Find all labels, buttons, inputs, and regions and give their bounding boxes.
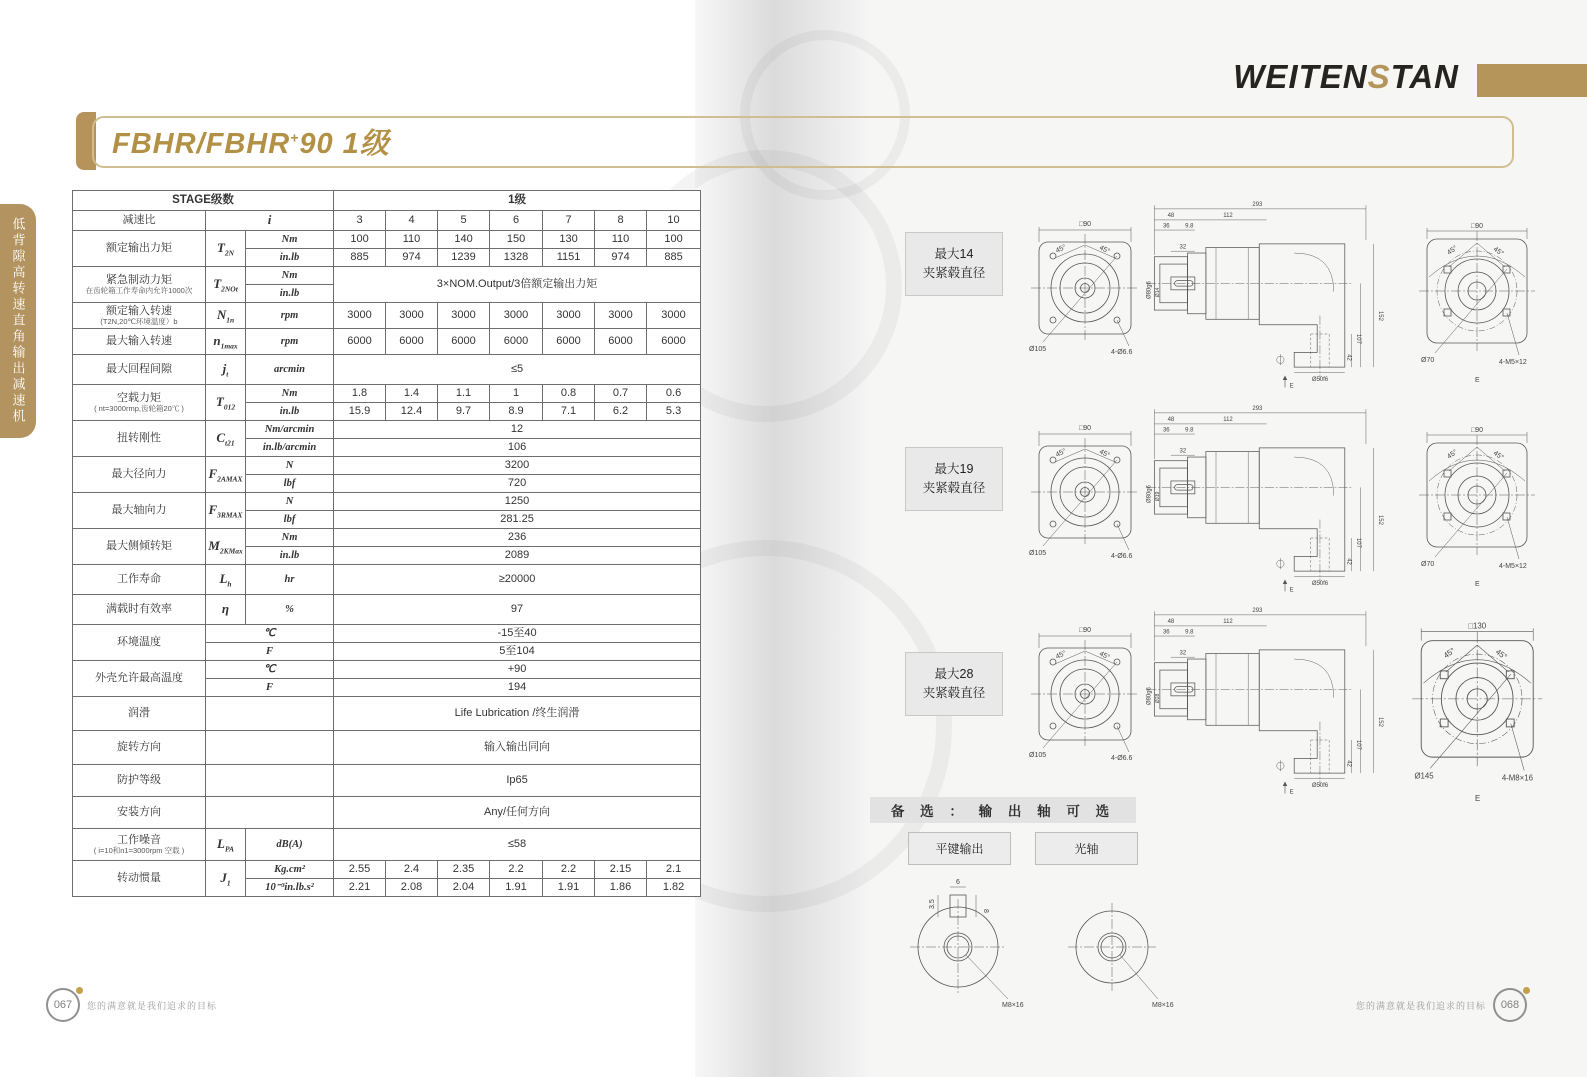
table-cell: 97 xyxy=(334,595,701,625)
table-cell: 紧急制动力矩 在齿轮箱工作寿命内允许1000次 xyxy=(73,267,206,303)
table-cell: 6000 xyxy=(543,329,595,355)
table-row xyxy=(73,211,701,231)
svg-text:Ø28: Ø28 xyxy=(1154,693,1161,704)
table-cell: 6000 xyxy=(647,329,701,355)
table-cell: 3×NOM.Output/3倍额定输出力矩 xyxy=(334,267,701,303)
svg-text:45°: 45° xyxy=(1054,649,1068,661)
table-cell: rpm xyxy=(246,303,334,329)
table-cell: dB(A) xyxy=(246,829,334,861)
table-cell: hr xyxy=(246,565,334,595)
table-cell: 3000 xyxy=(490,303,543,329)
table-cell: lbf xyxy=(246,511,334,529)
table-cell: Kg.cm² xyxy=(246,861,334,879)
table-cell: 3000 xyxy=(647,303,701,329)
table-cell: 1级 xyxy=(334,191,701,211)
title-main: FBHR/FBHR xyxy=(112,128,291,160)
table-row xyxy=(73,565,701,595)
table-cell: Life Lubrication /终生润滑 xyxy=(334,697,701,731)
table-cell: in.lb/arcmin xyxy=(246,439,334,457)
table-cell: 3200 xyxy=(334,457,701,475)
svg-text:112: 112 xyxy=(1223,417,1233,424)
table-cell: 6000 xyxy=(386,329,438,355)
svg-text:152: 152 xyxy=(1376,311,1383,321)
svg-text:Ø105: Ø105 xyxy=(1029,752,1047,759)
table-cell: 1 xyxy=(490,385,543,403)
table-cell: η xyxy=(206,595,246,625)
table-cell: $L_h$ xyxy=(206,565,246,595)
table-row xyxy=(73,625,701,643)
table-cell: 9.7 xyxy=(438,403,490,421)
table-cell: 4 xyxy=(386,211,438,231)
table-cell: 1151 xyxy=(543,249,595,267)
svg-text:4-Ø6.6: 4-Ø6.6 xyxy=(1111,553,1133,560)
svg-text:Ø50f6: Ø50f6 xyxy=(1311,782,1329,789)
table-cell: 润滑 xyxy=(73,697,206,731)
svg-text:Ø145: Ø145 xyxy=(1414,771,1434,781)
table-cell: +90 xyxy=(334,661,701,679)
table-cell: 885 xyxy=(334,249,386,267)
table-cell: $n_{1max}$ xyxy=(206,329,246,355)
svg-text:48: 48 xyxy=(1167,417,1175,424)
svg-text:M8×16: M8×16 xyxy=(1002,1002,1024,1009)
table-cell: $j_t$ xyxy=(206,355,246,385)
table-cell: 额定输入转速 (T2N,20℃环境温度）b xyxy=(73,303,206,329)
table-row xyxy=(73,661,701,679)
logo-part1: WEITEN xyxy=(1233,58,1368,95)
svg-text:4-M8×16: 4-M8×16 xyxy=(1501,773,1533,783)
table-cell: 236 xyxy=(334,529,701,547)
table-cell: 输入输出同向 xyxy=(334,731,701,765)
table-cell: 外壳允许最高温度 xyxy=(73,661,206,697)
svg-text:9.8: 9.8 xyxy=(1185,427,1194,434)
cad-drawing xyxy=(1012,598,1587,808)
table-cell xyxy=(206,797,334,829)
table-cell: 最大侧倾转矩 xyxy=(73,529,206,565)
svg-text:48: 48 xyxy=(1167,619,1175,626)
table-cell: Nm xyxy=(246,267,334,285)
svg-text:45°: 45° xyxy=(1493,647,1509,662)
table-cell: N xyxy=(246,493,334,511)
svg-text:□90: □90 xyxy=(1470,427,1484,434)
drawing-row xyxy=(1012,396,1587,601)
table-row xyxy=(73,797,701,829)
table-cell: 1.8 xyxy=(334,385,386,403)
logo-gold-s: S xyxy=(1367,58,1391,95)
table-row xyxy=(73,385,701,403)
svg-text:□130: □130 xyxy=(1468,621,1487,631)
table-cell: 0.7 xyxy=(595,385,647,403)
svg-text:36: 36 xyxy=(1162,427,1170,434)
table-row xyxy=(73,529,701,547)
svg-text:M8×16: M8×16 xyxy=(1152,1002,1174,1009)
table-cell xyxy=(206,697,334,731)
table-cell: 10 xyxy=(647,211,701,231)
table-cell: 100 xyxy=(647,231,701,249)
table-cell: 扭转刚性 xyxy=(73,421,206,457)
option-plain-shaft: 光轴 xyxy=(1035,832,1138,865)
table-cell: 5 xyxy=(438,211,490,231)
table-cell: 8 xyxy=(595,211,647,231)
table-cell: $M_{2KMax}$ xyxy=(206,529,246,565)
table-cell: 130 xyxy=(543,231,595,249)
table-cell: 10⁻³in.lb.s² xyxy=(246,879,334,897)
table-row xyxy=(73,731,701,765)
table-cell: 106 xyxy=(334,439,701,457)
table-cell: i xyxy=(206,211,334,231)
svg-text:6: 6 xyxy=(956,879,960,886)
logo-gold-bar xyxy=(1477,64,1587,97)
svg-text:4-Ø6.6: 4-Ø6.6 xyxy=(1111,755,1133,762)
svg-text:Ø105: Ø105 xyxy=(1029,346,1047,353)
table-cell: 5至104 xyxy=(334,643,701,661)
table-cell: 6000 xyxy=(490,329,543,355)
svg-text:E: E xyxy=(1289,789,1294,796)
svg-text:293: 293 xyxy=(1252,608,1263,615)
title-rest: 90 1级 xyxy=(299,128,390,160)
table-cell: $T_{2NOt}$ xyxy=(206,267,246,303)
page-number-left xyxy=(46,988,80,1022)
table-cell: 1.4 xyxy=(386,385,438,403)
table-row xyxy=(73,267,701,285)
table-cell: 最大轴向力 xyxy=(73,493,206,529)
svg-text:45°: 45° xyxy=(1446,448,1459,461)
table-cell: 8.9 xyxy=(490,403,543,421)
table-cell: 15.9 xyxy=(334,403,386,421)
svg-text:8: 8 xyxy=(982,909,989,913)
table-row xyxy=(73,765,701,797)
table-cell: 974 xyxy=(386,249,438,267)
svg-text:45°: 45° xyxy=(1054,447,1068,459)
svg-text:45°: 45° xyxy=(1491,245,1505,258)
table-cell: 6 xyxy=(490,211,543,231)
svg-text:E: E xyxy=(1289,383,1294,390)
clamp-hub-label: 最大28 夹紧毂直径 xyxy=(905,652,1003,716)
table-cell: 3000 xyxy=(543,303,595,329)
table-cell: $J_1$ xyxy=(206,861,246,897)
table-row xyxy=(73,231,701,249)
table-cell: F xyxy=(206,679,334,697)
table-cell: 2.2 xyxy=(490,861,543,879)
footer-slogan-right: 您的满意就是我们追求的目标 xyxy=(1355,1000,1486,1011)
svg-text:E: E xyxy=(1475,581,1480,588)
svg-text:4-Ø6.6: 4-Ø6.6 xyxy=(1111,349,1133,356)
svg-text:152: 152 xyxy=(1376,515,1383,525)
table-cell: N xyxy=(246,457,334,475)
table-row xyxy=(73,861,701,879)
table-row xyxy=(73,493,701,511)
table-cell: lbf xyxy=(246,475,334,493)
spec-table xyxy=(72,190,701,897)
table-cell: 2.55 xyxy=(334,861,386,879)
table-row xyxy=(73,829,701,861)
table-cell: F xyxy=(206,643,334,661)
table-cell: 7.1 xyxy=(543,403,595,421)
table-cell: arcmin xyxy=(246,355,334,385)
table-cell: 0.6 xyxy=(647,385,701,403)
svg-text:Ø14: Ø14 xyxy=(1154,287,1161,298)
table-cell: 6000 xyxy=(334,329,386,355)
svg-text:Ø50f6: Ø50f6 xyxy=(1311,580,1329,587)
table-cell: 974 xyxy=(595,249,647,267)
table-cell: 6000 xyxy=(595,329,647,355)
svg-text:□90: □90 xyxy=(1078,425,1092,432)
table-cell: 旋转方向 xyxy=(73,731,206,765)
table-row xyxy=(73,191,701,211)
svg-text:112: 112 xyxy=(1223,213,1233,220)
svg-text:45°: 45° xyxy=(1098,448,1111,460)
table-cell: 环境温度 xyxy=(73,625,206,661)
table-cell: 5.3 xyxy=(647,403,701,421)
table-cell: 额定输出力矩 xyxy=(73,231,206,267)
clamp-hub-label: 最大19 夹紧毂直径 xyxy=(905,447,1003,511)
table-cell: 2.15 xyxy=(595,861,647,879)
table-cell: 3000 xyxy=(386,303,438,329)
svg-text:42: 42 xyxy=(1345,760,1352,767)
svg-text:107: 107 xyxy=(1354,740,1361,750)
table-cell: 0.8 xyxy=(543,385,595,403)
table-row xyxy=(73,355,701,385)
table-cell: -15至40 xyxy=(334,625,701,643)
brand-logo xyxy=(1233,58,1459,96)
table-cell: 12 xyxy=(334,421,701,439)
table-cell: 720 xyxy=(334,475,701,493)
table-cell: 7 xyxy=(543,211,595,231)
table-cell: Any/任何方向 xyxy=(334,797,701,829)
table-cell: 2089 xyxy=(334,547,701,565)
page-number-left-value: 067 xyxy=(53,999,73,1011)
table-cell: 2.21 xyxy=(334,879,386,897)
table-cell: 6000 xyxy=(438,329,490,355)
svg-text:Ø50f6: Ø50f6 xyxy=(1311,376,1329,383)
table-row xyxy=(73,421,701,439)
svg-text:45°: 45° xyxy=(1491,449,1505,462)
svg-text:32: 32 xyxy=(1179,650,1187,657)
table-cell: 150 xyxy=(490,231,543,249)
svg-text:45°: 45° xyxy=(1098,244,1111,256)
svg-text:4-M5×12: 4-M5×12 xyxy=(1499,359,1527,366)
table-cell: 6.2 xyxy=(595,403,647,421)
table-cell: 最大回程间隙 xyxy=(73,355,206,385)
table-cell: $T_{012}$ xyxy=(206,385,246,421)
table-cell: 安装方向 xyxy=(73,797,206,829)
table-cell: $F_{2AMAX}$ xyxy=(206,457,246,493)
table-cell: 防护等级 xyxy=(73,765,206,797)
svg-text:45°: 45° xyxy=(1441,646,1457,661)
svg-text:Ø19: Ø19 xyxy=(1154,491,1161,502)
svg-text:Ø80g6: Ø80g6 xyxy=(1146,687,1153,706)
table-row xyxy=(73,595,701,625)
svg-text:Ø80g6: Ø80g6 xyxy=(1146,485,1153,504)
table-cell: 110 xyxy=(386,231,438,249)
table-cell: 3000 xyxy=(334,303,386,329)
page-number-right xyxy=(1493,988,1527,1022)
table-cell: 最大输入转速 xyxy=(73,329,206,355)
svg-text:107: 107 xyxy=(1354,538,1361,548)
svg-text:152: 152 xyxy=(1376,717,1383,727)
table-cell: Ip65 xyxy=(334,765,701,797)
svg-text:32: 32 xyxy=(1179,448,1187,455)
svg-text:36: 36 xyxy=(1162,629,1170,636)
table-cell: ≤58 xyxy=(334,829,701,861)
svg-text:36: 36 xyxy=(1162,223,1170,230)
clamp-hub-label: 最大14 夹紧毂直径 xyxy=(905,232,1003,296)
table-cell: ≤5 xyxy=(334,355,701,385)
table-cell: 1.82 xyxy=(647,879,701,897)
table-row xyxy=(73,697,701,731)
table-cell: ℃ xyxy=(206,661,334,679)
option-keyed-output: 平键输出 xyxy=(908,832,1011,865)
gold-dot xyxy=(1523,987,1530,994)
table-cell: 1.86 xyxy=(595,879,647,897)
table-cell: ℃ xyxy=(206,625,334,643)
table-cell xyxy=(206,765,334,797)
page-title xyxy=(112,121,390,162)
svg-text:112: 112 xyxy=(1223,619,1233,626)
table-cell: $N_{1n}$ xyxy=(206,303,246,329)
svg-text:42: 42 xyxy=(1345,354,1352,361)
table-cell: % xyxy=(246,595,334,625)
table-row xyxy=(73,457,701,475)
table-cell: 281.25 xyxy=(334,511,701,529)
table-cell: 1.91 xyxy=(490,879,543,897)
table-cell: Nm xyxy=(246,231,334,249)
svg-text:□90: □90 xyxy=(1078,221,1092,228)
table-cell: 2.08 xyxy=(386,879,438,897)
svg-text:□90: □90 xyxy=(1078,627,1092,634)
table-cell: 1239 xyxy=(438,249,490,267)
svg-text:Ø80g6: Ø80g6 xyxy=(1146,281,1153,300)
table-cell: 转动惯量 xyxy=(73,861,206,897)
table-cell: $F_{3RMAX}$ xyxy=(206,493,246,529)
table-cell: 1328 xyxy=(490,249,543,267)
table-cell: 2.4 xyxy=(386,861,438,879)
table-cell: $T_{2N}$ xyxy=(206,231,246,267)
table-cell: 100 xyxy=(334,231,386,249)
svg-text:9.8: 9.8 xyxy=(1185,223,1194,230)
cad-drawing xyxy=(1012,192,1587,402)
drawing-row xyxy=(1012,192,1587,397)
table-cell: 140 xyxy=(438,231,490,249)
table-cell: in.lb xyxy=(246,547,334,565)
table-cell: Nm xyxy=(246,529,334,547)
table-cell: 满载时有效率 xyxy=(73,595,206,625)
table-cell: 2.04 xyxy=(438,879,490,897)
table-cell: rpm xyxy=(246,329,334,355)
title-sup: + xyxy=(290,129,300,146)
table-row xyxy=(73,329,701,355)
svg-text:E: E xyxy=(1474,793,1481,803)
table-row xyxy=(73,303,701,329)
table-cell: $C_{t21}$ xyxy=(206,421,246,457)
table-cell: 最大径向力 xyxy=(73,457,206,493)
svg-text:E: E xyxy=(1475,377,1480,384)
svg-text:293: 293 xyxy=(1252,202,1263,209)
output-shaft-options-header: 备 选 ： 输 出 轴 可 选 xyxy=(870,797,1136,823)
table-cell: in.lb xyxy=(246,403,334,421)
svg-text:9.8: 9.8 xyxy=(1185,629,1194,636)
table-cell: 3 xyxy=(334,211,386,231)
logo-part2: TAN xyxy=(1390,58,1459,95)
page-number-right-value: 068 xyxy=(1500,999,1520,1011)
table-cell: 2.1 xyxy=(647,861,701,879)
svg-text:42: 42 xyxy=(1345,558,1352,565)
table-cell: Nm/arcmin xyxy=(246,421,334,439)
table-cell: $L_{PA}$ xyxy=(206,829,246,861)
table-cell: in.lb xyxy=(246,285,334,303)
drawing-row xyxy=(1012,598,1587,803)
footer-slogan-left: 您的满意就是我们追求的目标 xyxy=(87,1000,218,1011)
svg-text:E: E xyxy=(1289,587,1294,594)
table-cell: in.lb xyxy=(246,249,334,267)
table-cell: Nm xyxy=(246,385,334,403)
table-cell: 减速比 xyxy=(73,211,206,231)
table-cell: 1.1 xyxy=(438,385,490,403)
table-cell: 885 xyxy=(647,249,701,267)
table-cell: 12.4 xyxy=(386,403,438,421)
footer-left xyxy=(46,988,217,1022)
table-cell xyxy=(206,731,334,765)
side-tab-category: 低背隙高转速直角输出减速机 xyxy=(0,204,36,438)
svg-text:3.5: 3.5 xyxy=(929,899,936,909)
table-cell: ≥20000 xyxy=(334,565,701,595)
svg-text:Ø70: Ø70 xyxy=(1421,357,1435,364)
cad-drawing xyxy=(1012,396,1587,606)
table-cell: 1250 xyxy=(334,493,701,511)
table-cell: 空载力矩 ( nt=3000rmp,齿轮箱20℃ ) xyxy=(73,385,206,421)
table-cell: 110 xyxy=(595,231,647,249)
svg-text:4-M5×12: 4-M5×12 xyxy=(1499,563,1527,570)
svg-text:45°: 45° xyxy=(1054,243,1068,255)
svg-text:45°: 45° xyxy=(1446,244,1459,257)
table-cell: STAGE级数 xyxy=(73,191,334,211)
table-cell: 工作寿命 xyxy=(73,565,206,595)
svg-text:107: 107 xyxy=(1354,334,1361,344)
shaft-views-svg xyxy=(880,875,1200,1020)
table-cell: 3000 xyxy=(595,303,647,329)
table-cell: 2.2 xyxy=(543,861,595,879)
svg-text:32: 32 xyxy=(1179,244,1187,251)
table-cell: 3000 xyxy=(438,303,490,329)
shaft-end-views xyxy=(880,875,1200,1020)
svg-text:45°: 45° xyxy=(1098,650,1111,662)
table-cell: 2.35 xyxy=(438,861,490,879)
table-cell: 1.91 xyxy=(543,879,595,897)
table-cell: 工作噪音 ( i=10和n1=3000rpm 空载 ) xyxy=(73,829,206,861)
svg-text:293: 293 xyxy=(1252,406,1263,413)
gold-dot xyxy=(76,987,83,994)
table-cell: 194 xyxy=(334,679,701,697)
svg-text:Ø105: Ø105 xyxy=(1029,550,1047,557)
footer-right xyxy=(1356,988,1527,1022)
svg-text:48: 48 xyxy=(1167,213,1175,220)
svg-text:Ø70: Ø70 xyxy=(1421,561,1435,568)
gear-watermark xyxy=(740,30,910,200)
svg-text:□90: □90 xyxy=(1470,223,1484,230)
